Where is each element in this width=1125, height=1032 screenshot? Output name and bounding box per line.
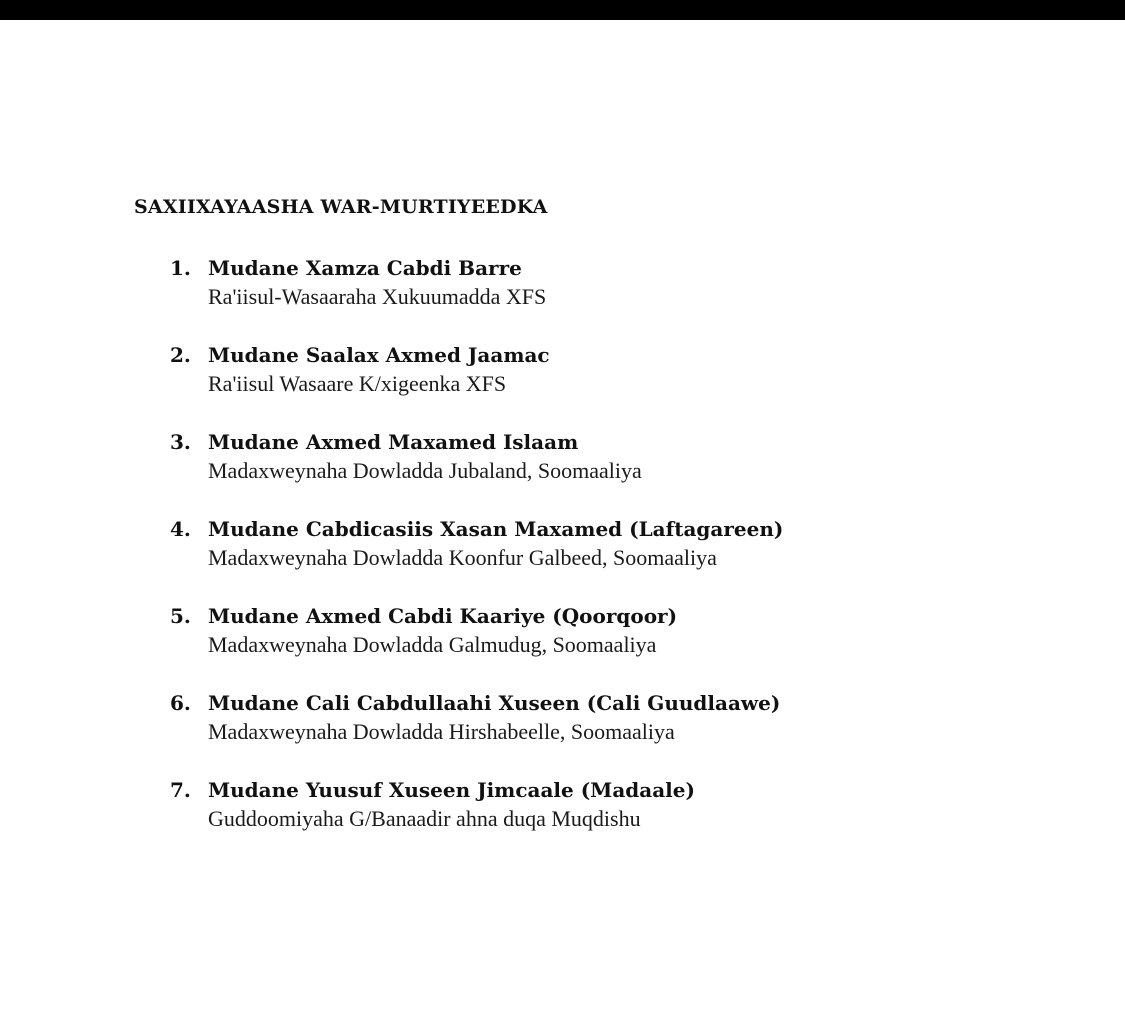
signatory-title: Madaxweynaha Dowladda Galmudug, Soomaaliya <box>208 632 657 657</box>
signatory-name: Mudane Axmed Maxamed Islaam <box>208 430 579 454</box>
signatory-name: Mudane Axmed Cabdi Kaariye (Qoorqoor) <box>208 604 678 628</box>
signatory-title: Guddoomiyaha G/Banaadir ahna duqa Muqdishu <box>208 806 641 831</box>
signatory-number: 7. <box>170 778 191 802</box>
top-black-bar <box>0 0 1125 20</box>
signatory-title: Madaxweynaha Dowladda Koonfur Galbeed, Soomaaliya <box>208 545 717 570</box>
signatory-title: Madaxweynaha Dowladda Hirshabeelle, Soomaaliya <box>208 719 675 744</box>
signatory-name: Mudane Saalax Axmed Jaamac <box>208 343 550 367</box>
signatory-name: Mudane Cali Cabdullaahi Xuseen (Cali Guudlaawe) <box>208 691 781 715</box>
signatory-title: Ra'iisul-Wasaaraha Xukuumadda XFS <box>208 284 547 309</box>
signatory-number: 6. <box>170 691 191 715</box>
signatory-number: 3. <box>170 430 191 454</box>
signatory-name: Mudane Yuusuf Xuseen Jimcaale (Madaale) <box>208 778 695 802</box>
signatory-number: 2. <box>170 343 191 367</box>
signatory-title: Madaxweynaha Dowladda Jubaland, Soomaaliya <box>208 458 642 483</box>
document-heading: SAXIIXAYAASHA WAR-MURTIYEEDKA <box>134 196 548 218</box>
signatory-number: 4. <box>170 517 191 541</box>
signatory-title: Ra'iisul Wasaare K/xigeenka XFS <box>208 371 507 396</box>
signatory-number: 1. <box>170 256 191 280</box>
signatory-name: Mudane Xamza Cabdi Barre <box>208 256 522 280</box>
signatory-name: Mudane Cabdicasiis Xasan Maxamed (Laftagareen) <box>208 517 784 541</box>
signatory-number: 5. <box>170 604 191 628</box>
